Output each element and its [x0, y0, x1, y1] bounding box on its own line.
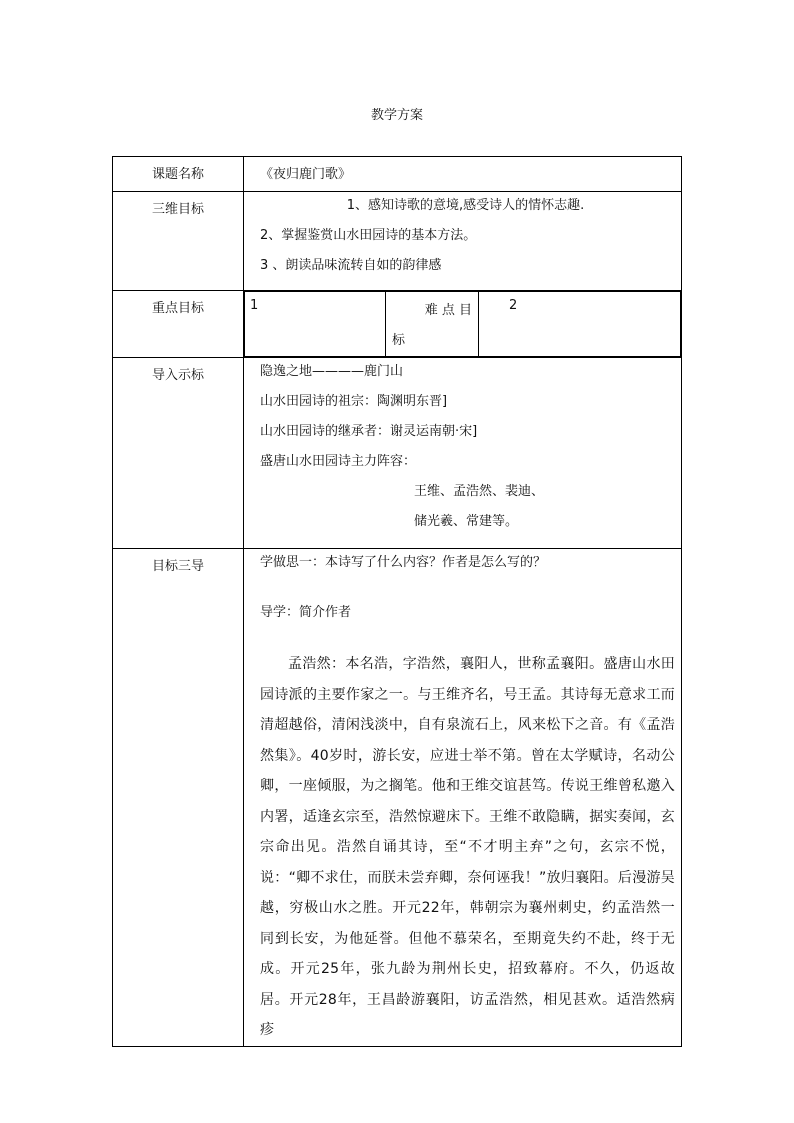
goals-row — [113, 192, 682, 291]
topic-label: 课题名称 — [113, 157, 244, 192]
intro-line-1: 隐逸之地————鹿门山 — [260, 364, 404, 379]
guide-row — [113, 549, 682, 1047]
difficult-label-line-1: 难 点 目 — [424, 303, 472, 318]
key-value: 1 — [245, 292, 386, 357]
goal-line-3: 3 、朗读品味流转自如的韵律感 — [260, 258, 442, 273]
intro-line-6: 储光羲、常建等。 — [414, 514, 519, 529]
difficult-label-line-2: 标 — [392, 333, 406, 348]
difficult-value: 2 — [479, 292, 681, 357]
intro-row — [113, 358, 682, 549]
topic-row — [113, 157, 682, 192]
lesson-plan-table — [112, 156, 682, 1047]
intro-line-5: 王维、孟浩然、裴迪、 — [414, 484, 545, 499]
guide-cell — [244, 549, 682, 1047]
goals-cell — [244, 192, 682, 291]
topic-text: 《夜归鹿门歌》 — [260, 167, 352, 182]
guide-question: 学做思一：本诗写了什么内容？作者是怎么写的？ — [260, 555, 547, 570]
key-cell — [244, 291, 682, 358]
intro-line-2: 山水田园诗的祖宗：陶渊明东晋] — [260, 394, 448, 409]
difficult-label — [386, 292, 479, 357]
document-title: 教学方案 — [370, 108, 423, 123]
key-inner-table — [244, 291, 681, 357]
key-label: 重点目标 — [113, 291, 244, 358]
intro-label: 导入示标 — [113, 358, 244, 549]
goal-line-2: 2、掌握鉴赏山水田园诗的基本方法。 — [260, 228, 477, 243]
goal-line-1: 1、感知诗歌的意境,感受诗人的情怀志趣. — [346, 198, 585, 213]
guide-subhead: 导学：简介作者 — [260, 605, 352, 620]
topic-value — [244, 157, 682, 192]
goals-label: 三维目标 — [113, 192, 244, 291]
key-row — [113, 291, 682, 358]
guide-label: 目标三导 — [113, 549, 244, 1047]
intro-line-4: 盛唐山水田园诗主力阵容： — [260, 454, 417, 469]
intro-cell — [244, 358, 682, 549]
author-bio: 孟浩然：本名浩，字浩然，襄阳人，世称孟襄阳。盛唐山水田园诗派的主要作家之一。与王维齐名，号王孟。其诗每无意求工而清超越俗，清闲浅淡中，自有泉流石上，风来松下之音。有《孟浩然集》。40岁时，游长安，应进士举不第。曾在太学赋诗，名动公卿，一座倾服，为之搁笔。他和王维交谊甚笃。传说王维曾私邀入内署，适逢玄宗至，浩然惊避床下。王维不敢隐瞒，据实奏闻，玄宗命出见。浩然自诵其诗，至“不才明主弃”之句，玄宗不悦，说：“卿不求仕，而朕未尝弃卿，奈何诬我！”放归襄阳。后漫游吴越，穷极山水之胜。开元22年，韩朝宗为襄州刺史，约孟浩然一同到长安，为他延誉。但他不慕荣名，至期竟失约不赴，终于无成。开元25年，张九龄为荆州长史，招致幕府。不久，仍返故居。开元28年，王昌龄游襄阳，访孟浩然，相见甚欢。适浩然病疹 — [260, 656, 675, 1038]
intro-line-3: 山水田园诗的继承者：谢灵运南朝·宋] — [260, 424, 478, 439]
